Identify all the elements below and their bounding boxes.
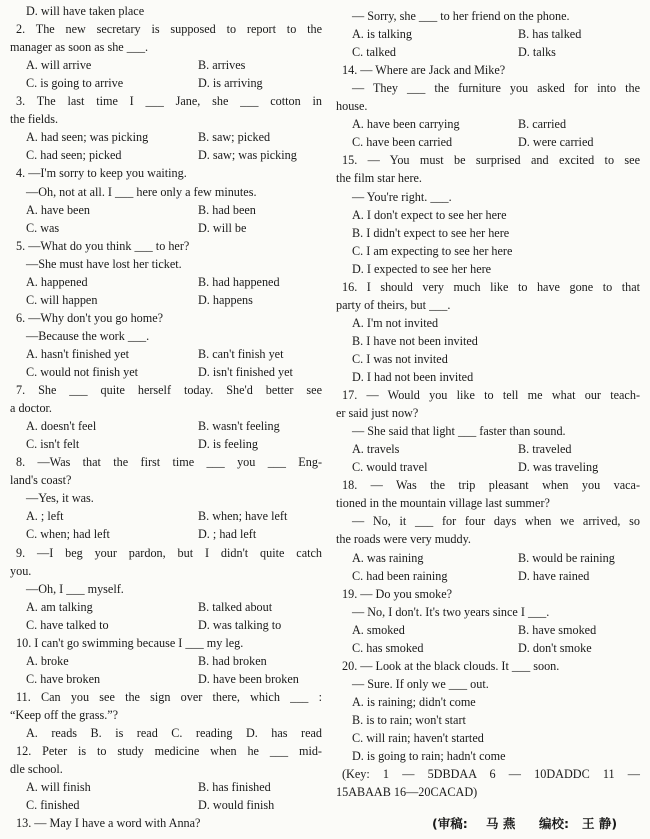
text-line: —Oh, not at all. I ___ here only a few minutes.: [26, 184, 257, 199]
option-right: B. has finished: [198, 780, 271, 795]
text-line: —Oh, I ___ myself.: [26, 581, 124, 596]
option-left: A. broke: [26, 653, 69, 668]
option-right: D. have been broken: [198, 671, 299, 686]
text-line: 10. I can't go swimming because I ___ my leg.: [16, 635, 244, 650]
text-line: 17. — Would you like to tell me what our teach-: [342, 388, 640, 403]
option-right: D. talks: [518, 45, 556, 60]
text-line: A. is raining; didn't come: [352, 694, 476, 709]
text-line: 13. — May I have a word with Anna?: [16, 816, 201, 831]
text-line: —She must have lost her ticket.: [26, 256, 182, 271]
text-line: — No, it ___ for four days when we arrived, so: [352, 514, 640, 529]
option-right: D. will be: [198, 220, 247, 235]
option-right: B. carried: [518, 117, 567, 132]
option-right: B. saw; picked: [198, 130, 271, 145]
credits-footer: [0, 812, 650, 836]
option-left: A. was raining: [352, 550, 424, 565]
text-line: house.: [336, 99, 368, 114]
text-line: 3. The last time I ___ Jane, she ___ cotton in: [16, 94, 322, 109]
option-left: C. had seen; picked: [26, 148, 122, 163]
text-line: the fields.: [10, 112, 59, 127]
option-right: D. don't smoke: [518, 640, 592, 655]
option-right: B. talked about: [198, 599, 273, 614]
option-right: D. would finish: [198, 798, 275, 813]
option-left: C. will happen: [26, 292, 98, 307]
text-line: —Yes, it was.: [26, 491, 94, 506]
option-right: B. can't finish yet: [198, 346, 284, 361]
text-line: — Sure. If only we ___ out.: [352, 676, 489, 691]
text-line: 14. — Where are Jack and Mike?: [342, 63, 506, 78]
text-line: C. I am expecting to see her here: [352, 243, 513, 258]
reviewer-name: 马 燕: [486, 816, 516, 831]
option-right: D. is arriving: [198, 76, 263, 91]
text-line: 8. —Was that the first time ___ you ___ Eng-: [16, 455, 322, 470]
option-right: B. arrives: [198, 58, 246, 73]
text-line: D. is going to rain; hadn't come: [352, 749, 506, 764]
option-left: C. has smoked: [352, 640, 424, 655]
option-left: A. am talking: [26, 599, 93, 614]
text-line: land's coast?: [10, 473, 72, 488]
text-line: 18. — Was the trip pleasant when you vaca-: [342, 478, 640, 493]
text-line: the roads were very muddy.: [336, 532, 471, 547]
text-line: C. I was not invited: [352, 351, 448, 366]
option-left: A. doesn't feel: [26, 419, 97, 434]
option-left: C. finished: [26, 798, 80, 813]
option-right: D. ; had left: [198, 527, 257, 542]
option-left: A. ; left: [26, 509, 64, 524]
option-left: C. would not finish yet: [26, 365, 139, 379]
option-right: D. isn't finished yet: [198, 365, 293, 379]
text-line: D. I had not been invited: [352, 370, 474, 384]
text-line: A. I'm not invited: [352, 315, 439, 330]
option-right: D. were carried: [518, 135, 594, 150]
option-left: A. have been: [26, 202, 90, 217]
text-line: 20. — Look at the black clouds. It ___ soon.: [342, 658, 560, 673]
text-line: 4. —I'm sorry to keep you waiting.: [16, 166, 187, 181]
option-left: A. had seen; was picking: [26, 130, 149, 145]
text-line: 19. — Do you smoke?: [342, 586, 453, 601]
option-right: D. was traveling: [518, 460, 599, 475]
option-right: B. have smoked: [518, 622, 597, 637]
option-right: B. would be raining: [518, 550, 615, 565]
text-line: D. will have taken place: [26, 4, 145, 18]
option-right: B. when; have left: [198, 509, 288, 524]
option-right: B. had happened: [198, 274, 280, 289]
option-left: C. is going to arrive: [26, 76, 124, 91]
text-line: A. reads B. is read C. reading D. has read: [26, 726, 322, 740]
text-line: 9. —I beg your pardon, but I didn't quite catch: [16, 545, 322, 560]
text-line: “Keep off the grass.”?: [10, 707, 119, 722]
text-line: party of theirs, but ___.: [336, 297, 451, 312]
text-line: — Sorry, she ___ to her friend on the phone.: [352, 9, 570, 23]
text-line: 15. — You must be surprised and excited to see: [342, 153, 640, 168]
text-line: 12. Peter is to study medicine when he ___ mid-: [16, 744, 322, 759]
text-line: manager as soon as she ___.: [10, 40, 149, 55]
text-line: 16. I should very much like to have gone to that: [342, 279, 640, 294]
text-line: B. I have not been invited: [352, 333, 478, 348]
text-line: B. is to rain; won't start: [352, 712, 466, 727]
text-line: you.: [10, 563, 32, 578]
editor-label: 编校:: [539, 816, 569, 831]
option-left: A. smoked: [352, 622, 405, 637]
text-line: D. I expected to see her here: [352, 261, 492, 276]
text-line: a doctor.: [10, 401, 52, 416]
option-left: A. will finish: [26, 780, 91, 795]
text-line: 6. —Why don't you go home?: [16, 310, 164, 325]
option-left: C. would travel: [352, 460, 428, 475]
text-line: tioned in the mountain village last summer?: [336, 496, 550, 511]
option-left: A. will arrive: [26, 58, 92, 73]
text-line: 5. —What do you think ___ to her?: [16, 238, 190, 253]
text-line: 11. Can you see the sign over there, which ___ :: [16, 689, 322, 704]
option-right: D. happens: [198, 292, 253, 307]
text-line: 2. The new secretary is supposed to report to the: [16, 22, 322, 37]
option-right: B. has talked: [518, 27, 582, 42]
option-right: D. have rained: [518, 568, 590, 583]
text-line: A. I don't expect to see her here: [352, 207, 507, 222]
option-left: C. have been carried: [352, 135, 453, 150]
option-right: B. traveled: [518, 442, 572, 457]
option-left: A. travels: [352, 442, 400, 457]
option-left: A. have been carrying: [352, 117, 460, 132]
option-right: B. had been: [198, 202, 256, 217]
option-left: C. have talked to: [26, 617, 109, 632]
option-right: D. was talking to: [198, 617, 282, 632]
text-line: —Because the work ___.: [26, 328, 150, 343]
text-line: B. I didn't expect to see her here: [352, 225, 510, 240]
option-left: C. have broken: [26, 671, 101, 686]
option-left: A. is talking: [352, 27, 412, 42]
text-line: 7. She ___ quite herself today. She'd better see: [16, 383, 322, 398]
option-left: A. happened: [26, 274, 88, 289]
text-line: dle school.: [10, 762, 63, 777]
option-right: B. wasn't feeling: [198, 419, 280, 434]
text-line: — She said that light ___ faster than sound.: [352, 424, 566, 439]
option-left: A. hasn't finished yet: [26, 346, 130, 361]
editor-name: 王 静): [582, 816, 618, 831]
reviewer-label: (审稿:: [432, 816, 468, 831]
option-left: C. was: [26, 220, 60, 235]
option-left: C. when; had left: [26, 527, 110, 542]
text-line: — You're right. ___.: [352, 189, 452, 204]
option-left: C. isn't felt: [26, 437, 80, 452]
option-right: B. had broken: [198, 653, 267, 668]
option-right: D. is feeling: [198, 437, 258, 452]
text-line: — No, I don't. It's two years since I ___.: [352, 604, 550, 619]
text-line: C. will rain; haven't started: [352, 731, 484, 745]
text-line: — They ___ the furniture you asked for into the: [352, 81, 640, 96]
text-line: the film star here.: [336, 171, 422, 186]
option-left: C. had been raining: [352, 568, 448, 583]
option-left: C. talked: [352, 45, 397, 60]
text-line: (Key: 1 — 5DBDAA 6 — 10DADDC 11 —: [342, 767, 640, 782]
text-line: er said just now?: [336, 406, 419, 421]
option-right: D. saw; was picking: [198, 148, 297, 163]
text-line: 15ABAAB 16—20CACAD): [336, 785, 478, 800]
